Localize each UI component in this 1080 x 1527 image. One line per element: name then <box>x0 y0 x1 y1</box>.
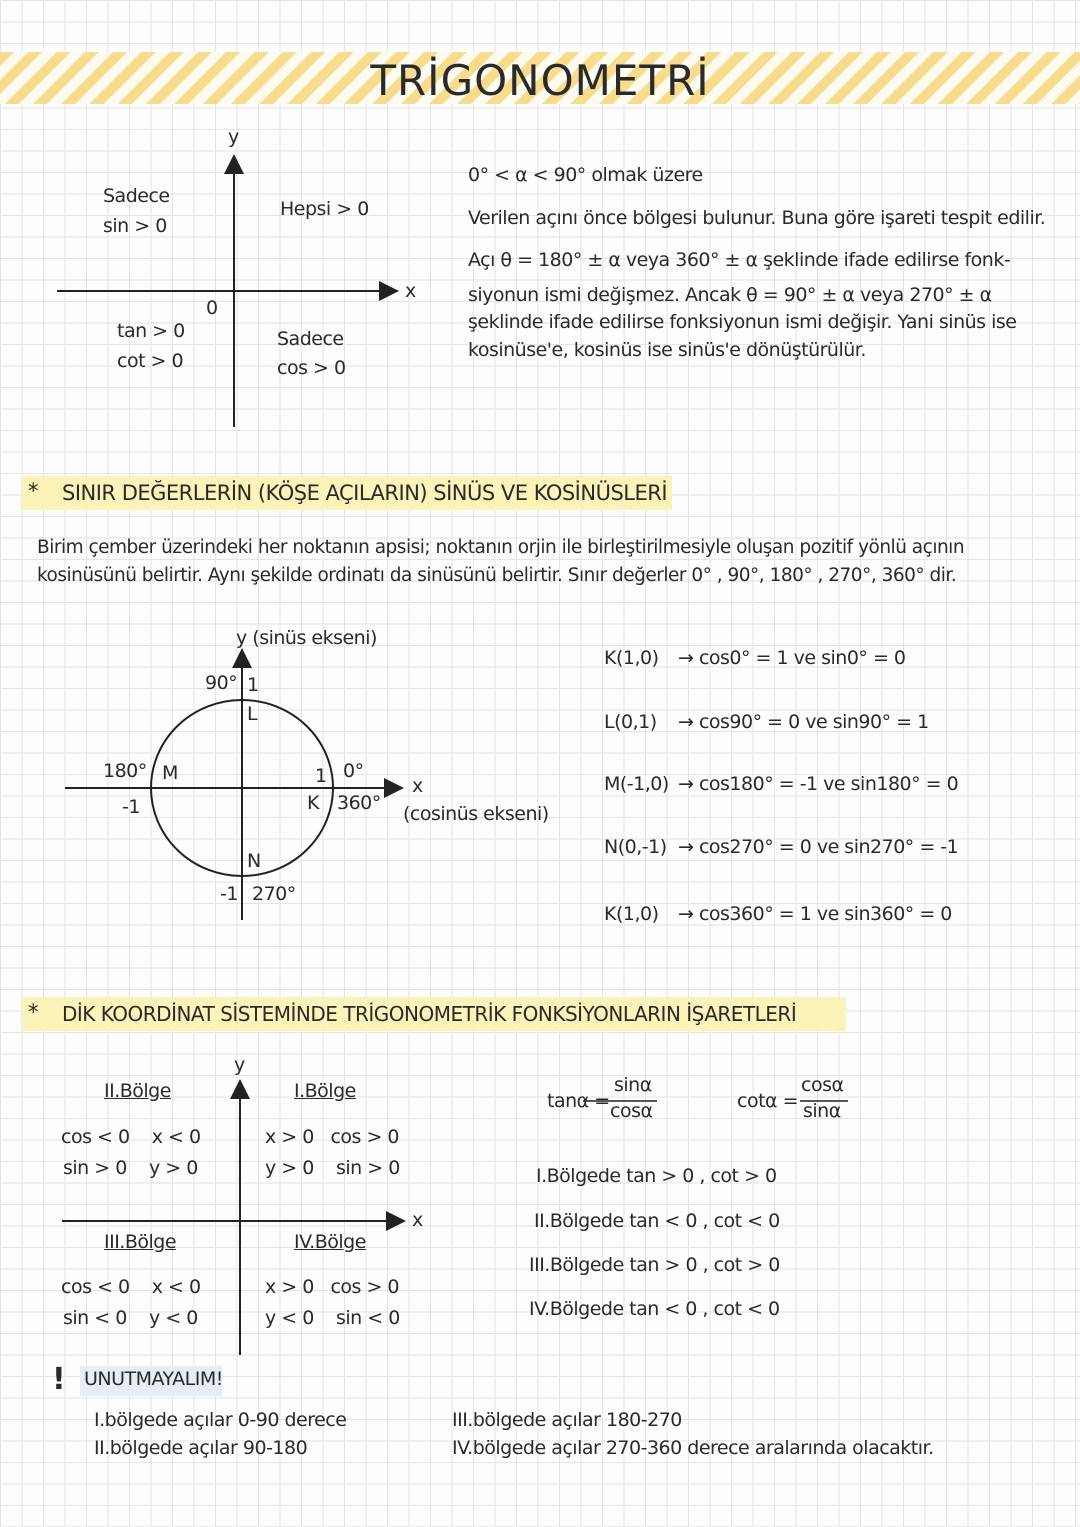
cot-denominator: sinα <box>803 1100 841 1122</box>
paragraph-line: kosinüsünü belirtir. Aynı şekilde ordinatı da sinüsünü belirtir. Sınır değerler 0° , 90°, 180° , 270°, 360° dir. <box>37 565 957 586</box>
page-title: TRİGONOMETRİ <box>370 56 710 105</box>
q4-label: Sadece <box>277 328 344 350</box>
origin-label: 0 <box>206 297 218 319</box>
point-label: L(0,1) <box>604 711 657 733</box>
region-i-title: I.Bölge <box>294 1080 356 1102</box>
region-i-signs: y > 0 sin > 0 <box>265 1157 400 1179</box>
note-line: IV.bölgede açılar 270-360 derece aralarında olacaktır. <box>452 1437 934 1459</box>
intro-line: kosinüse'e, kosinüs ise sinüs'e dönüştürülür. <box>468 339 866 361</box>
tick-minus-1: -1 <box>122 796 140 818</box>
angle-270: 270° <box>252 883 296 905</box>
cot-numerator: cosα <box>801 1074 844 1096</box>
q3-tan: tan > 0 <box>117 320 185 342</box>
region-sign-rule: I.Bölgede tan > 0 , cot > 0 <box>536 1165 777 1187</box>
point-label: K(1,0) <box>604 903 659 925</box>
region-ii-title: II.Bölge <box>104 1080 171 1102</box>
note-line: II.bölgede açılar 90-180 <box>94 1437 308 1459</box>
tan-numerator: sinα <box>614 1074 652 1096</box>
point-K: K <box>307 792 319 814</box>
angle-0: 0° <box>343 760 364 782</box>
region-iv-title: IV.Bölge <box>294 1231 366 1253</box>
sine-axis-label: y (sinüs ekseni) <box>236 627 377 649</box>
q1-sign: Hepsi > 0 <box>280 198 369 220</box>
star-icon: * <box>28 1000 38 1024</box>
cosine-axis-label: (cosinüs ekseni) <box>403 803 549 825</box>
note-line: I.bölgede açılar 0-90 derece <box>94 1409 347 1431</box>
star-icon: * <box>28 479 38 503</box>
y-label: y <box>234 1054 245 1076</box>
x-label: x <box>412 1209 423 1231</box>
point-L: L <box>247 703 258 725</box>
intro-line: Açı θ = 180° ± α veya 360° ± α şeklinde ifade edilirse fonk- <box>468 249 1011 271</box>
region-iii-title: III.Bölge <box>104 1231 177 1253</box>
angle-180: 180° <box>103 760 147 782</box>
region-i-signs: x > 0 cos > 0 <box>265 1126 400 1148</box>
tick-minus-1: -1 <box>220 883 238 905</box>
tan-denominator: cosα <box>610 1100 653 1122</box>
angle-360: 360° <box>337 792 381 814</box>
note-heading: UNUTMAYALIM! <box>84 1368 223 1390</box>
region-iii-signs: cos < 0 x < 0 <box>61 1276 201 1298</box>
region-ii-signs: sin > 0 y > 0 <box>63 1157 198 1179</box>
q3-cot: cot > 0 <box>117 350 184 372</box>
value-equation: → cos0° = 1 ve sin0° = 0 <box>678 647 906 669</box>
note-line: III.bölgede açılar 180-270 <box>452 1409 682 1431</box>
region-sign-rule: II.Bölgede tan < 0 , cot < 0 <box>534 1210 780 1232</box>
exclamation-icon: ! <box>52 1362 66 1397</box>
point-label: K(1,0) <box>604 647 659 669</box>
section-heading: DİK KOORDİNAT SİSTEMİNDE TRİGONOMETRİK FONKSİYONLARIN İŞARETLERİ <box>62 1002 797 1026</box>
region-iv-signs: x > 0 cos > 0 <box>265 1276 400 1298</box>
point-N: N <box>247 850 261 872</box>
region-sign-rule: IV.Bölgede tan < 0 , cot < 0 <box>529 1298 780 1320</box>
intro-line: 0° < α < 90° olmak üzere <box>468 164 703 186</box>
value-equation: → cos360° = 1 ve sin360° = 0 <box>678 903 952 925</box>
region-ii-signs: cos < 0 x < 0 <box>61 1126 201 1148</box>
x-label: x <box>412 775 423 797</box>
intro-line: Verilen açını önce bölgesi bulunur. Buna göre işareti tespit edilir. <box>468 207 1046 229</box>
cot-formula-lhs: cotα = <box>737 1090 799 1112</box>
region-sign-rule: III.Bölgede tan > 0 , cot > 0 <box>529 1254 780 1276</box>
section-heading: SINIR DEĞERLERİN (KÖŞE AÇILARIN) SİNÜS VE KOSİNÜSLERİ <box>62 481 668 505</box>
tick-1: 1 <box>315 765 327 787</box>
paragraph-line: Birim çember üzerindeki her noktanın apsisi; noktanın orjin ile birleştirilmesiyle oluşan pozitif yönlü açının <box>37 537 965 558</box>
q4-sign: cos > 0 <box>277 357 346 379</box>
region-iv-signs: y < 0 sin < 0 <box>265 1307 400 1329</box>
point-M: M <box>162 762 178 784</box>
value-equation: → cos180° = -1 ve sin180° = 0 <box>678 773 959 795</box>
intro-line: siyonun ismi değişmez. Ancak θ = 90° ± α veya 270° ± α <box>468 284 992 306</box>
x-label: x <box>405 280 416 302</box>
angle-90: 90° <box>205 672 238 694</box>
point-label: M(-1,0) <box>604 773 669 795</box>
q2-label: Sadece <box>103 185 170 207</box>
point-label: N(0,-1) <box>604 836 667 858</box>
q2-sign: sin > 0 <box>103 215 167 237</box>
tick-1: 1 <box>247 674 259 696</box>
y-label: y <box>228 126 239 148</box>
region-iii-signs: sin < 0 y < 0 <box>63 1307 198 1329</box>
value-equation: → cos90° = 0 ve sin90° = 1 <box>678 711 929 733</box>
tan-formula-lhs: tanα = <box>547 1090 610 1112</box>
value-equation: → cos270° = 0 ve sin270° = -1 <box>678 836 959 858</box>
intro-line: şeklinde ifade edilirse fonksiyonun ismi değişir. Yani sinüs ise <box>468 311 1017 333</box>
